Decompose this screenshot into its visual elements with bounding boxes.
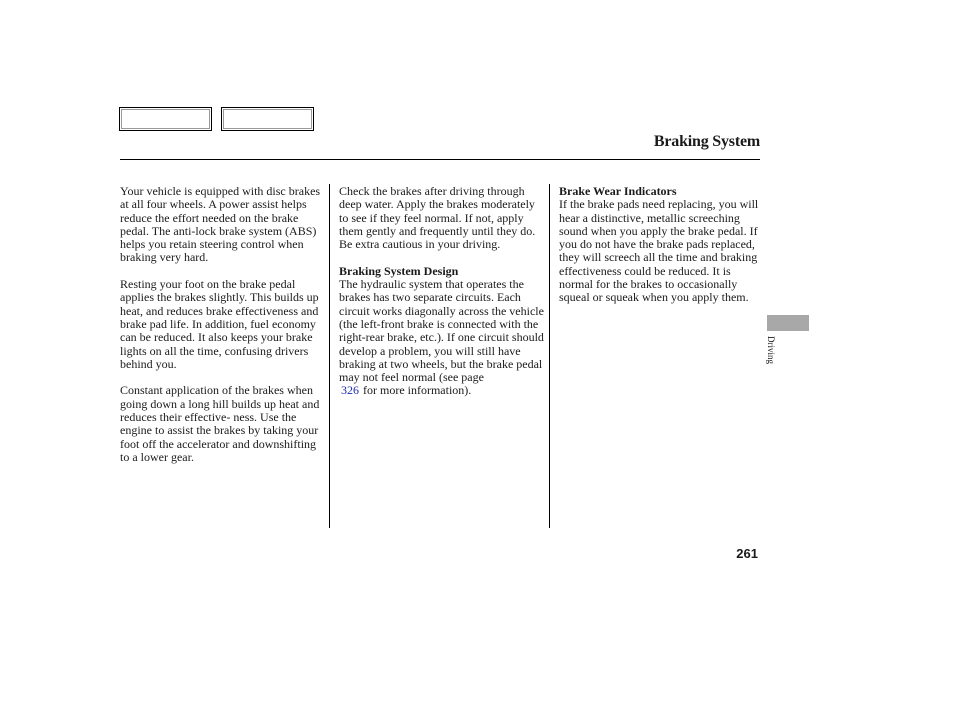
page-title: Braking System: [653, 133, 760, 150]
paragraph-disc-brakes: Your vehicle is equipped with disc brakes at all four wheels. A power assist helps reduce the effort needed on the brake pedal. The anti-lock brake system (ABS) helps you retain steering control when braking very hard.: [120, 184, 321, 265]
column-divider: [329, 184, 330, 528]
section-brake-wear-indicators: [559, 185, 763, 305]
nav-button-previous[interactable]: [119, 107, 212, 131]
section-label: Driving: [766, 336, 776, 364]
paragraph-deep-water: Check the brakes after driving through deep water. Apply the brakes moderately to see if they feel normal. If not, apply them gently and frequently until they do. Be extra cautious in your driving.: [339, 184, 536, 252]
section-braking-system-design: [339, 265, 545, 398]
nav-button-next[interactable]: [221, 107, 314, 131]
paragraph-resting-foot: Resting your foot on the brake pedal applies the brakes slightly. This builds up heat, and reduces brake effectiveness and brake pad life. In addition, fuel economy can be reduced. It also keeps your brake lights on all the time, confusing drivers behind you.: [120, 277, 319, 371]
page-number: 261: [736, 546, 758, 561]
column-1: [120, 185, 326, 478]
section-heading: Braking System Design: [339, 263, 459, 278]
paragraph-long-hill: Constant application of the brakes when going down a long hill builds up heat and reduces their effective- ness. Use the engine to assist the brakes by taking your foot off the accelerator and downshifting to a lower gear.: [120, 383, 320, 464]
section-text: If the brake pads need replacing, you will hear a distinctive, metallic screeching sound when you apply the brake pedal. If you do not have the brake pads replaced, they will screech all the time and braking effectiveness could be reduced. It is normal for the brakes to occasionally squeal or squeak when you apply them.: [559, 197, 759, 305]
section-text-end: for more information).: [363, 383, 472, 398]
column-2: [339, 185, 545, 411]
section-text: The hydraulic system that operates the brakes has two separate circuits. Each circuit works diagonally across the vehicle (the left-front brake is connected with the right-rear brake, etc.). If one circuit should develop a problem, you will still have braking at two wheels, but the brake pedal may not feel normal (see page: [339, 277, 544, 385]
header-divider: [120, 159, 760, 160]
page-reference-link[interactable]: 326: [341, 383, 359, 398]
section-heading: Brake Wear Indicators: [559, 184, 677, 198]
column-divider: [549, 184, 550, 528]
section-tab-marker: [767, 315, 809, 331]
column-3: [559, 185, 763, 318]
